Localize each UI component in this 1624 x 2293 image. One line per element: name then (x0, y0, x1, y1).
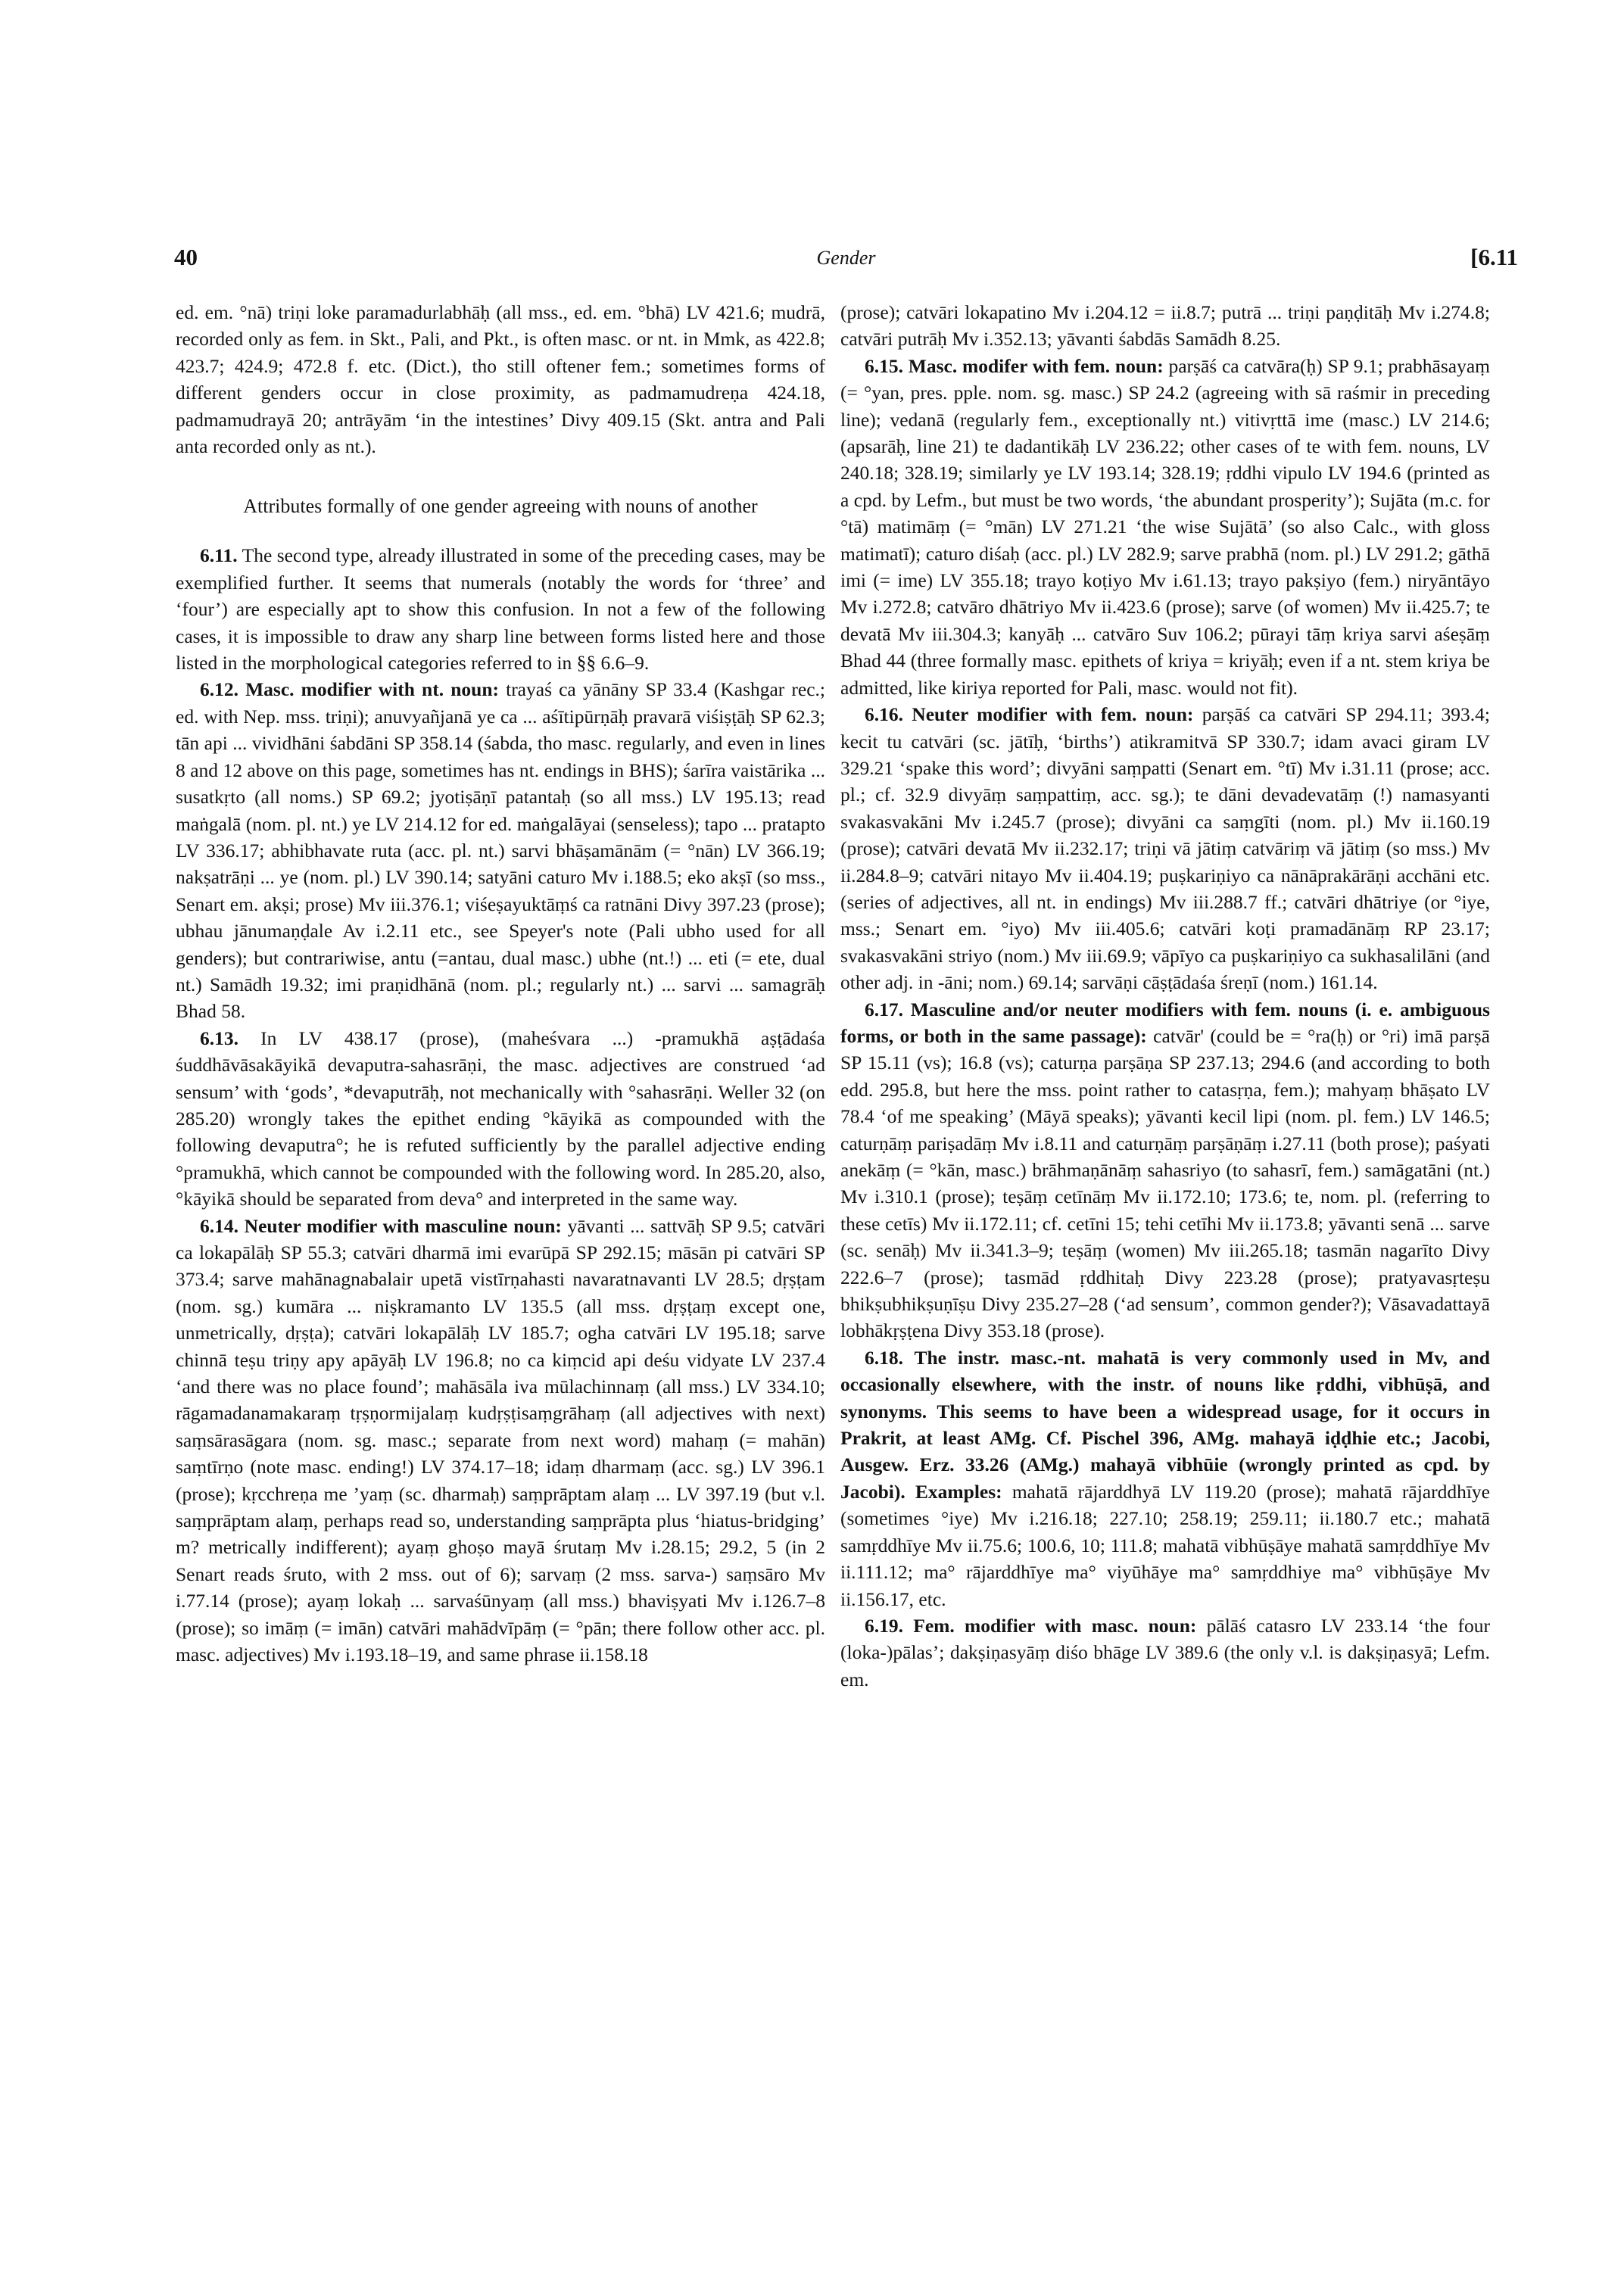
paragraph-6-15: 6.15. Masc. modifer with fem. noun: parṣāś ca catvāra(ḥ) SP 9.1; prabhāsayaṃ (= °yan, pres. pple. nom. sg. masc.) SP 24.2 (agreeing with sā raśmir in preceding line); vedanā (regularly fem., exceptionally nt.) vitivṛttā ime (masc.) LV 214.6; (apsarāḥ, line 21) te dadantikāḥ LV 236.22; other cases of te with fem. nouns, LV 240.18; 328.19; similarly ye LV 193.14; 328.19; ṛddhi vipulo LV 194.6 (printed as a cpd. by Lefm., but must be two words, ‘the abundant prosperity’); Sujāta (m.c. for °tā) matimāṃ (= °mān) LV 271.21 ‘the wise Sujātā’ (so also Calc., with gloss matimatī); caturo diśaḥ (acc. pl.) LV 282.9; sarve prabhā (nom. pl.) LV 291.2; gāthā imi (= ime) LV 355.18; trayo koṭiyo Mv i.61.13; trayo pakṣiyo (fem.) niryāntāyo Mv i.272.8; catvāro dhātriyo Mv ii.423.6 (prose); sarve (of women) Mv ii.425.7; te devatā Mv iii.304.3; kanyāḥ ... catvāro Suv 106.2; pūrayi tāṃ kriya sarvi aśeṣāṃ Bhad 44 (three formally masc. epithets of kriya = kriyāḥ; even if a nt. stem kriya be admitted, like kiriya reported for Pali, masc. would not fit). (840, 354, 1491, 699)
section-marker: [6.11 (1470, 244, 1518, 270)
paragraph-6-11: 6.11. The second type, already illustrated in some of the preceding cases, may be exemplified further. It seems that numerals (notably the words for ‘three’ and ‘four’) are especially apt to show this confusion. In not a few of the following cases, it is impossible to draw any sharp line between forms listed here and those listed in the morphological categories referred to in §§ 6.6–9. (176, 544, 825, 675)
page-number: 40 (174, 244, 198, 270)
paragraph-continuation-right: (prose); catvāri lokapatino Mv i.204.12 = ii.8.7; putrā ... triṇi paṇḍitāḥ Mv i.274.8; catvāri putrāḥ Mv i.352.13; yāvanti śabdās Samādh 8.25. (840, 301, 1490, 350)
paragraph-6-14: 6.14. Neuter modifier with masculine noun: yāvanti ... sattvāḥ SP 9.5; catvāri ca lokapālāḥ SP 55.3; catvāri dharmā imi evarūpā SP 292.15; māsān pi catvāri SP 373.4; sarve mahānagnabalair upetā vistīrṇahasti navaratnavanti LV 28.5; dṛṣṭam (nom. sg.) kumāra ... niṣkramanto LV 135.5 (all mss. dṛṣṭaṃ except one, unmetrically, dṛṣṭa); catvāri lokapālāḥ LV 185.7; ogha catvāri LV 195.18; sarve chinnā teṣu triṇy apy apāyāḥ LV 196.8; no ca kiṃcid api deśu vidyate LV 237.4 ‘and there was no place found’; mahāsāla iva mūlachinnaṃ (all mss.) LV 334.10; rāgamadanamakaraṃ tṛṣṇormijalaṃ kudṛṣṭisaṃgrāhaṃ (all adjectives with next) saṃsārasāgara (nom. sg. masc.; separate from next word) mahaṃ (= mahān) saṃtīrṇo (note masc. ending!) LV 374.17–18; idaṃ dharmaṃ (acc. sg.) LV 396.1 (prose); kṛcchreṇa me ’yaṃ (sc. dharmaḥ) saṃprāptam alaṃ ... LV 397.19 (but v.l. saṃprāptam alaṃ, perhaps read so, understanding saṃprāpta plus ‘hiatus-bridging’ m? metrically indifferent); ayaṃ ghoṣo mayā śrutaṃ Mv i.28.15; 29.2, 5 (in 2 Senart reads śruto, with 2 mss. out of 6); sarvaṃ (2 mss. sarva-) saṃsāro Mv i.77.14 (prose); ayaṃ lokaḥ ... sarvaśūnyaṃ (all mss.) bhaviṣyati Mv i.126.7–8 (prose); so imāṃ (= imān) catvāri mahādvīpāṃ (= °pān; there follow other acc. pl. masc. adjectives) Mv i.193.18–19, and same phrase ii.158.18 (176, 1214, 826, 1666)
paragraph-6-18: 6.18. The instr. masc.-nt. mahatā is very commonly used in Mv, and occasionally elsewhere, with the instr. of nouns like ṛddhi, vibhūṣā, and synonyms. This seems to have been a widespread usage, for it occurs in Prakrit, at least AMg. Cf. Pischel 396, AMg. mahayā iḍḍhie etc.; Jacobi, Ausgew. Erz. 33.26 (AMg.) mahayā vibhūie (wrongly printed as cpd. by Jacobi). Examples: mahatā rājarddhyā LV 119.20 (prose); mahatā rājarddhīye (sometimes °iye) Mv i.216.18; 227.10; 258.19; 259.11; ii.180.7 etc.; mahatā samṛddhīye Mv ii.75.6; 100.6, 10; 111.8; mahatā vibhūṣāye mahatā samṛddhīye Mv ii.111.12; ma° rājarddhīye ma° viyūhāye ma° samṛddhiye ma° vibhūṣāye Mv ii.156.17, etc. (840, 1346, 1490, 1610)
paragraph-6-16: 6.16. Neuter modifier with fem. noun: parṣāś ca catvāri SP 294.11; 393.4; kecit tu catvāri (sc. jātīḥ, ‘births’) atikramitvā SP 330.7; idam avaci giram LV 329.21 ‘spake this word’; divyāni saṃpatti (Senart em. °tī) Mv i.31.11 (prose; acc. pl.; cf. 32.9 divyāṃ saṃpattiṃ, acc. sg.); te dāni devadevatāṃ (!) namasyanti svakasvakāni Mv i.245.7 (prose); divyāni ca saṃgīti (nom. pl.) Mv ii.160.19 (prose); catvāri devatā Mv ii.232.17; triṇi vā jātiṃ catvāriṃ vā jātiṃ (so mss.) Mv ii.284.8–9; catvāri nitayo Mv ii.404.19; puṣkariṇiyo ca nānāprakārāṇi acchāni etc. (series of adjectives, all nt. in endings) Mv iii.288.7 ff.; catvāri dhātriye (or °iye, mss.; Senart em. °iyo) Mv iii.405.6; catvāri koṭi pramadānāṃ RP 23.17; svakasvakāni striyo (nom.) Mv iii.69.9; vāpīyo ca puṣkariṇiyo ca sukhasalilāni (and other adj. in -āni; nom.) 69.14; sarvāṇi cāṣṭādaśa śreṇī (nom.) 161.14. (840, 703, 1491, 994)
running-header (174, 244, 1518, 282)
paragraph-6-13: 6.13. In LV 438.17 (prose), (maheśvara ...) -pramukhā aṣṭādaśa śuddhāvāsakāyikā devaputra-sahasrāṇi, the masc. adjectives are construed ‘ad sensum’ with ‘gods’, *devaputrāḥ, not mechanically with °sahasrāṇi. Weller 32 (on 285.20) wrongly takes the epithet ending °kāyikā as compounded with the following devaputra°; he is refuted sufficiently by the parallel adjective ending °pramukhā, which cannot be compounded with the following word. In 285.20, also, °kāyikā should be separated from deva° and interpreted in the same way. (176, 1027, 825, 1210)
paragraph-continuation: ed. em. °nā) triṇi loke paramadurlabhāḥ (all mss., ed. em. °bhā) LV 421.6; mudrā, recorded only as fem. in Skt., Pali, and Pkt., is often masc. or nt. in Mmk, as 422.8; 423.7; 424.9; 472.8 f. etc. (Dict.), tho still oftener fem.; sometimes forms of different genders occur in close proximity, as padmamudreṇa 424.18, padmamudrayā 20; antrāyām ‘in the intestines’ Divy 409.15 (Skt. antra and Pali anta recorded only as nt.). (176, 301, 825, 458)
paragraph-6-17: 6.17. Masculine and/or neuter modifiers with fem. nouns (i. e. ambiguous forms, or both in the same passage): catvār' (could be = °ra(ḥ) or °ri) imā parṣā SP 15.11 (vs); 16.8 (vs); caturṇa parṣāṇa SP 237.13; 294.6 (and according to both edd. 295.8, but here the mss. point rather to catasṛṇa, fem.); mahyaṃ bhāṣato LV 78.4 ‘of me speaking’ (Māyā speaks); yāvanti kecil lipi (nom. pl. fem.) LV 146.5; caturṇāṃ pariṣadāṃ Mv i.8.11 and caturṇāṃ parṣāṇāṃ i.27.11 (both prose); paśyati anekāṃ (= °kān, masc.) brāhmaṇānāṃ sahasriyo (to sahasrī, fem.) samāgatāni (nt.) Mv i.310.1 (prose); teṣāṃ cetīnāṃ Mv ii.172.10; 173.6; te, nom. pl. (referring to these cetīs) Mv ii.172.11; cf. cetīni 15; tehi cetīhi Mv ii.173.8; yāvanti senā ... sarve (sc. senāḥ) Mv ii.341.3–9; teṣāṃ (women) Mv iii.265.18; tasmān nagarīto Divy 222.6–7 (prose); tasmād ṛddhitaḥ Divy 223.28 (prose); pratyavasṛteṣu bhikṣubhikṣuṇīṣu Divy 235.27–28 (‘ad sensum’, common gender?); Vāsavadattayā lobhākṛṣṭena Divy 353.18 (prose). (840, 998, 1490, 1342)
right-column (840, 299, 1490, 1693)
paragraph-6-12: 6.12. Masc. modifier with nt. noun: trayaś ca yānāny SP 33.4 (Kashgar rec.; ed. with Nep. mss. triṇi); anuvyañjanā ye ca ... aśītipūrṇāḥ pravarā viśiṣṭāḥ SP 62.3; tān api ... vividhāni śabdāni SP 358.14 (śabda, tho masc. regularly, and even in lines 8 and 12 above on this page, sometimes has nt. endings in BHS); śarīra vaistārika ... susatkṛto (all noms.) SP 69.2; jyotiṣāṇī patantaḥ (so all mss.) LV 195.13; read maṅgalā (nom. pl. nt.) ye LV 214.12 for ed. maṅgalāyai (senseless); tapo ... pratapto LV 336.17; abhibhavate ruta (acc. pl. nt.) sarvi bhāṣamānām (= °nān) LV 366.19; nakṣatrāṇi ... ye (nom. pl.) LV 390.14; satyāni caturo Mv i.188.5; eko akṣī (so mss., Senart em. akṣi; prose) Mv iii.376.1; viśeṣayuktāṃś ca ratnāni Divy 397.23 (prose); ubhau jānumaṇḍale Av i.2.11 etc., see Speyer's note (Pali ubho used for all genders); but contrariwise, antu (=antau, dual masc.) ubhe (nt.!) ... eti (= ete, dual nt.) Samādh 19.32; imi praṇidhānā (nom. pl.; regularly nt.) ... sarvi ... samagrāḥ Bhad 58. (176, 678, 825, 1023)
running-title: Gender (816, 247, 876, 269)
paragraph-6-19: 6.19. Fem. modifier with masc. noun: pālāś catasro LV 233.14 ‘the four (loka-)pālas’; dakṣiṇasyāṃ diśo bhāge LV 389.6 (the only v.l. is dakṣiṇasyā; Lefm. em. (840, 1614, 1490, 1690)
section-heading: Attributes formally of one gender agreeing with nouns of another (243, 495, 758, 518)
left-column (176, 299, 825, 1668)
